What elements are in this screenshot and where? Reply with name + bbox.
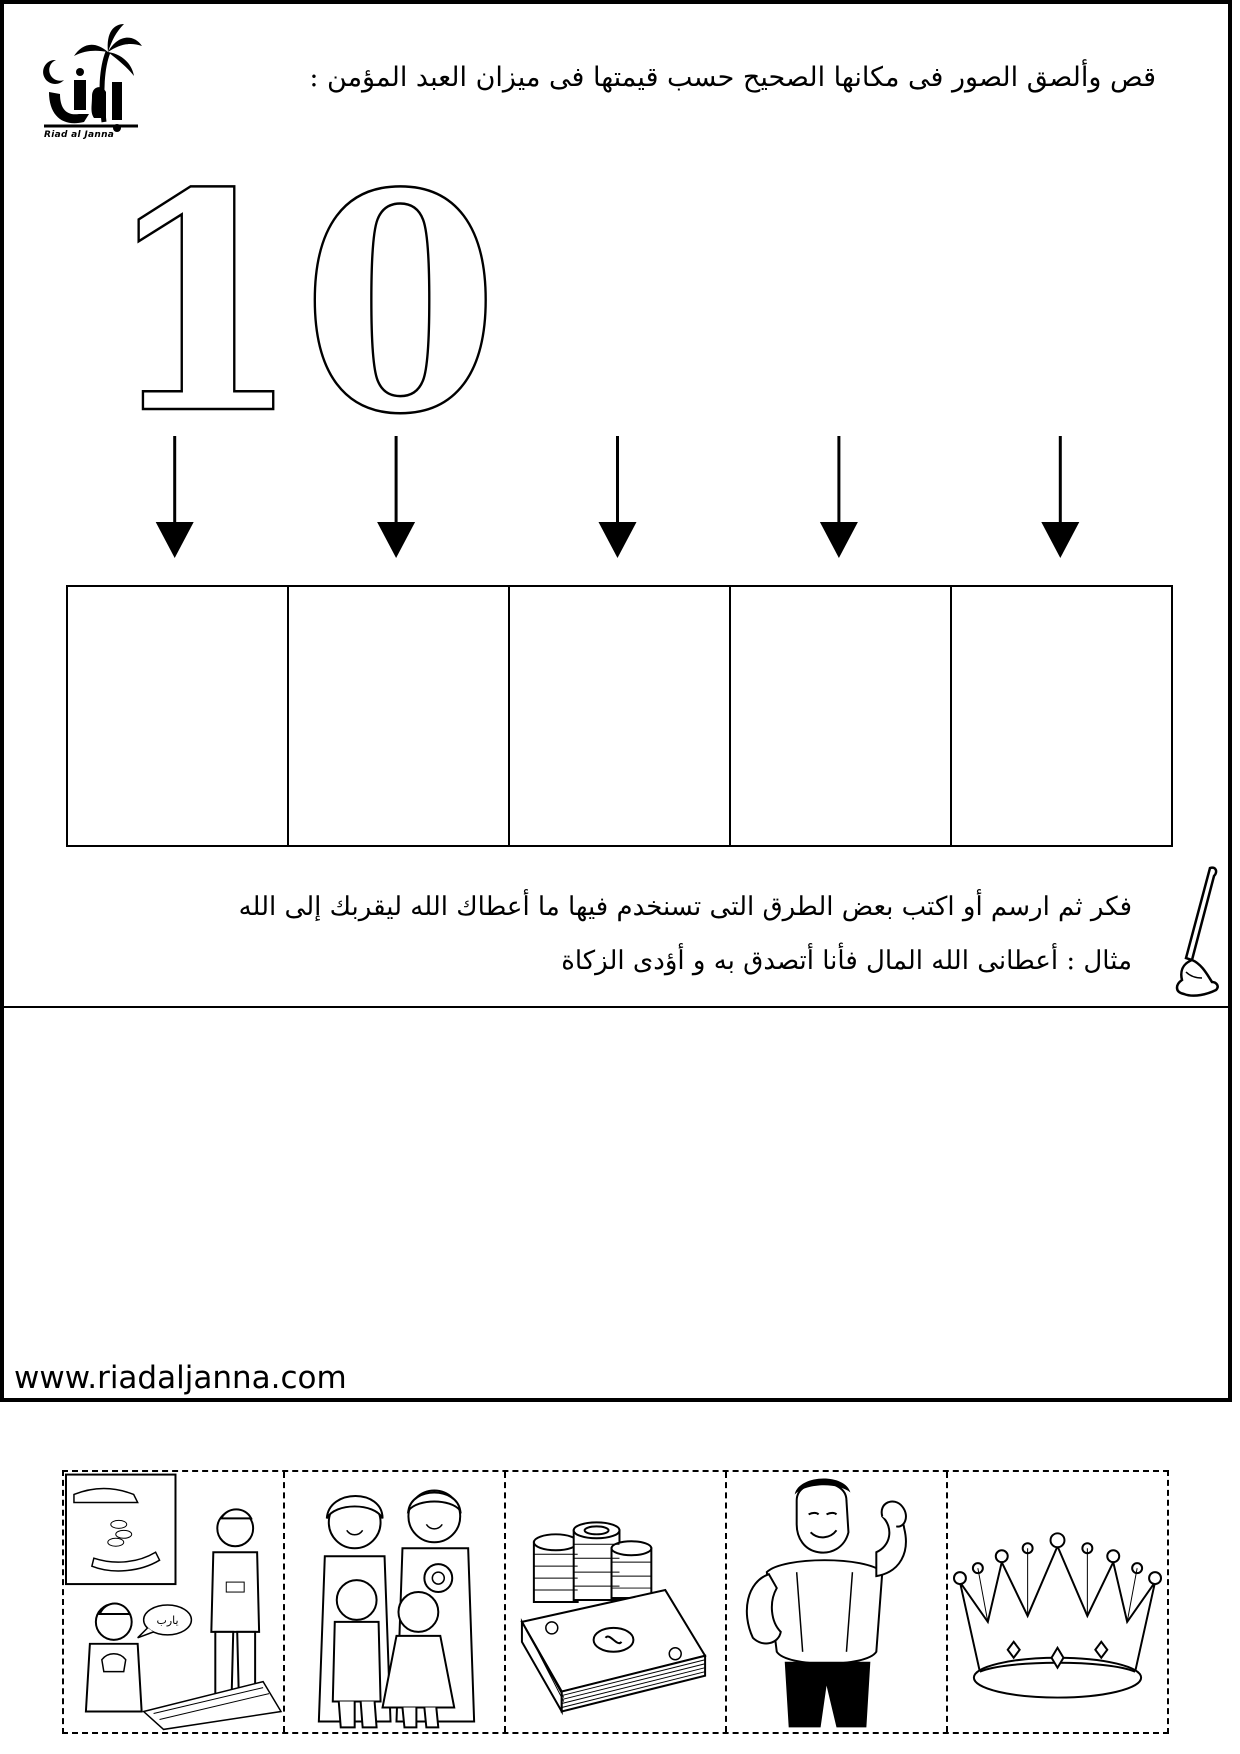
logo-caption: Riad al Janna: [44, 130, 115, 140]
think-prompt-text: فكر ثم ارسم أو اكتب بعض الطرق التى تسنخدم فيها ما أعطاك الله ليقربك إلى الله: [238, 892, 1132, 922]
section-divider: [4, 1006, 1228, 1008]
strong-man-icon: [727, 1472, 946, 1732]
big-number-text: 10: [104, 174, 499, 424]
down-arrow-icon: [377, 436, 415, 558]
down-arrow-icon: [1041, 436, 1079, 558]
paintbrush-icon: [1172, 864, 1220, 999]
riad-al-janna-logo-icon: [34, 22, 144, 147]
paste-box[interactable]: [289, 587, 510, 845]
down-arrow-icon: [599, 436, 637, 558]
cutout-crown[interactable]: [948, 1472, 1167, 1732]
paste-box[interactable]: [510, 587, 731, 845]
money-icon: [506, 1472, 725, 1732]
example-text: مثال : أعطانى الله المال فأنا أتصدق به و أؤدى الزكاة: [561, 946, 1132, 976]
cutout-prayer-charity[interactable]: [64, 1472, 285, 1732]
cutout-strong-man[interactable]: [727, 1472, 948, 1732]
instruction-text: قص وألصق الصور فى مكانها الصحيح حسب قيمتها فى ميزان العبد المؤمن :: [309, 62, 1156, 93]
speech-bubble-text: يارب: [156, 1613, 179, 1627]
cutout-money[interactable]: [506, 1472, 727, 1732]
down-arrow-icon: [156, 436, 194, 558]
paste-box[interactable]: [731, 587, 952, 845]
family-icon: [285, 1472, 504, 1732]
paste-boxes-row: [66, 585, 1173, 847]
paste-box[interactable]: [68, 587, 289, 845]
crown-icon: [948, 1472, 1167, 1732]
website-url: www.riadaljanna.com: [14, 1360, 347, 1396]
cutout-family[interactable]: [285, 1472, 506, 1732]
cutout-pictures-row: [62, 1470, 1169, 1734]
down-arrow-icon: [820, 436, 858, 558]
prayer-and-charity-icon: [64, 1472, 283, 1732]
big-number-outline: [104, 174, 504, 424]
paste-box[interactable]: [952, 587, 1171, 845]
down-arrows: [64, 432, 1174, 562]
